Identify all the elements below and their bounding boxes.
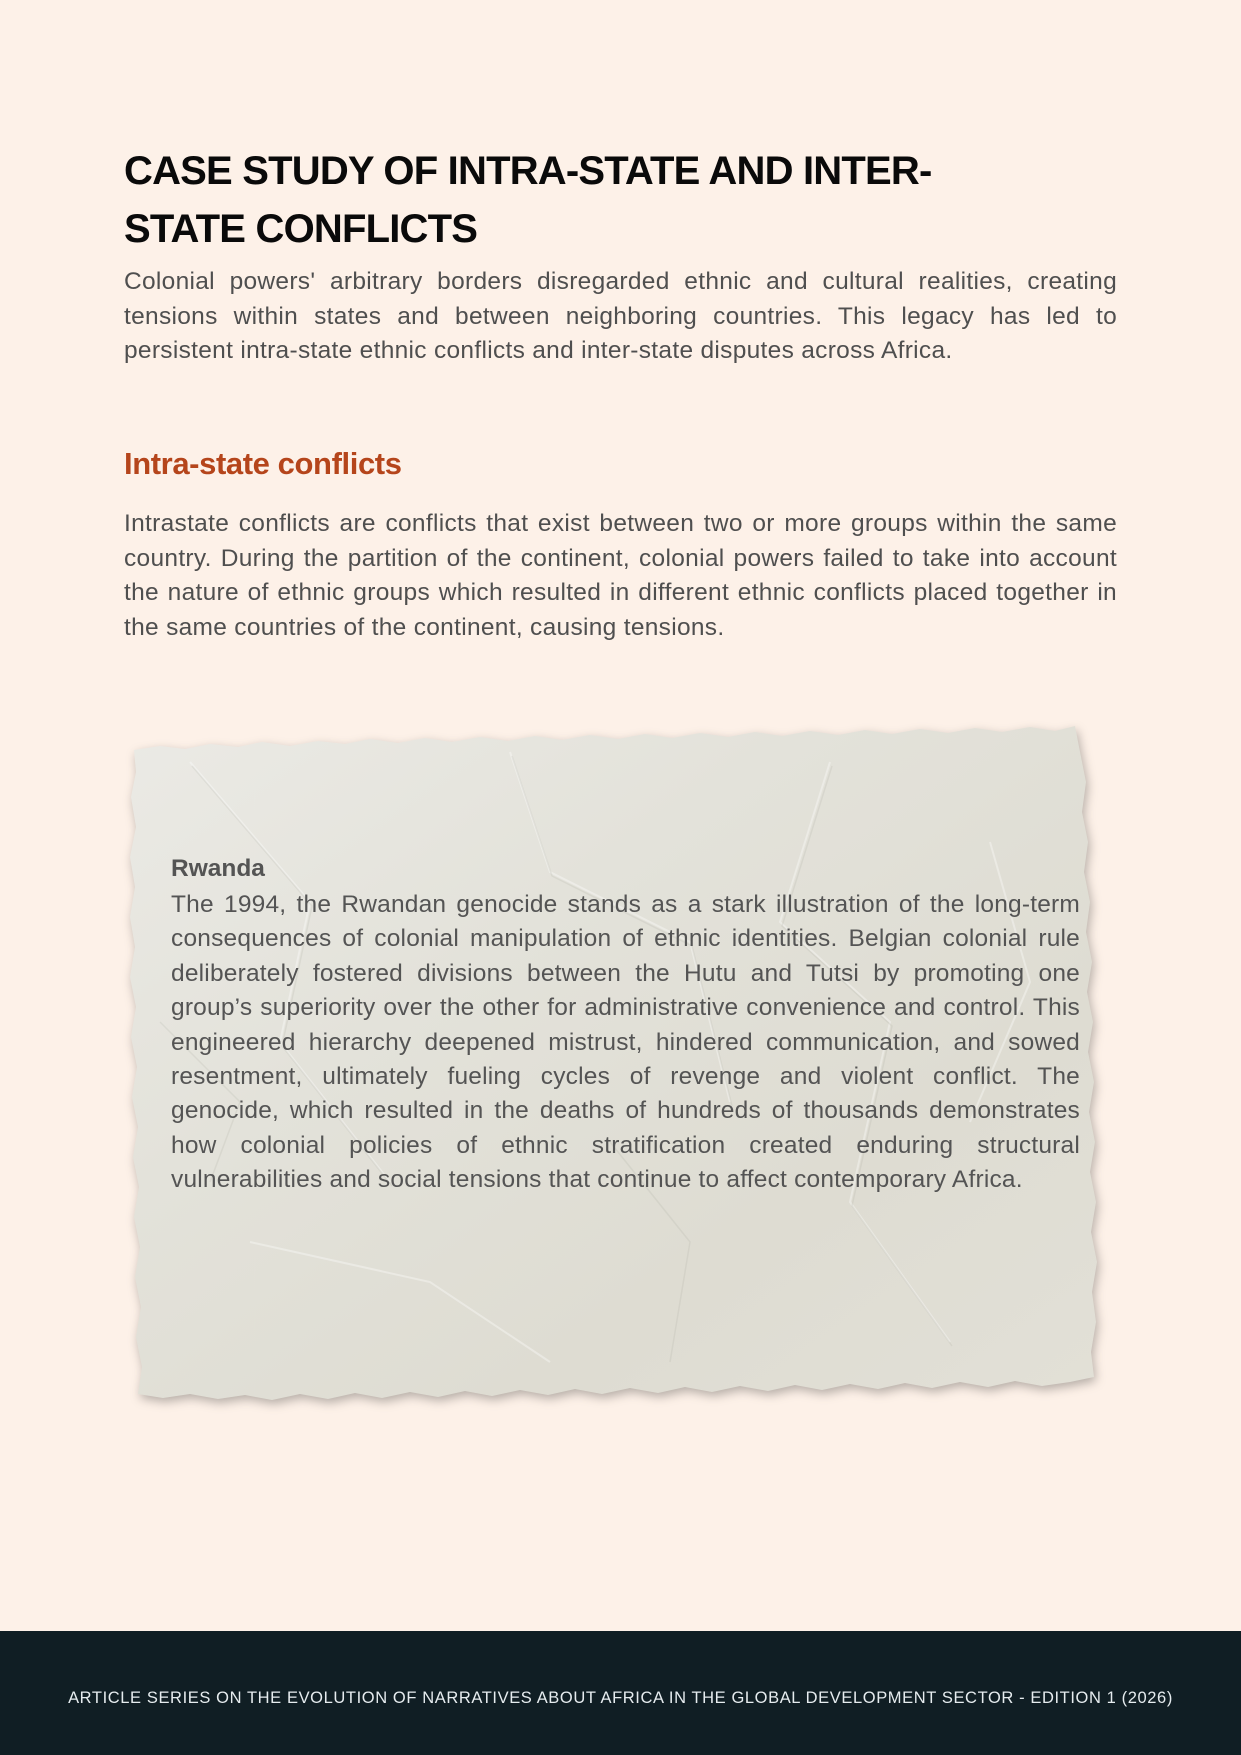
page-title: CASE STUDY OF INTRA-STATE AND INTER-STATE CONFLICTS — [124, 149, 932, 251]
case-study-paragraph: The 1994, the Rwandan genocide stands as a stark illustration of the long-term consequences of colonial manipulation of ethnic identities. Belgian colonial rule deliberately fostered divisions between the Hutu and Tutsi by promoting one group’s superiority over the other for administrative convenience and control. This engineered hierarchy deepened mistrust, hindered communication, and sowed resentment, ultimately fueling cycles of revenge and violent conflict. The genocide, which resulted in the deaths of hundreds of thousands demonstrates how colonial policies of ethnic stratification created enduring structural vulnerabilities and social tensions that continue to affect contemporary Africa. — [171, 891, 1080, 1194]
section-heading: Intra-state conflicts — [124, 446, 402, 481]
case-study-title: Rwanda — [171, 855, 265, 882]
intro-paragraph: Colonial powers' arbitrary borders disregarded ethnic and cultural realities, creating tensions within states and between neighboring countries. This legacy has led to persistent intra-state ethnic conflicts and inter-state disputes across Africa. — [124, 268, 1117, 364]
footer-text: ARTICLE SERIES ON THE EVOLUTION OF NARRATIVES ABOUT AFRICA IN THE GLOBAL DEVELOPMENT SECTOR - EDITION 1 (2026) — [68, 1689, 1173, 1707]
section-paragraph: Intrastate conflicts are conflicts that exist between two or more groups within the same country. During the partition of the continent, colonial powers failed to take into account the nature of ethnic groups which resulted in different ethnic conflicts placed together in the same countries of the continent, causing tensions. — [124, 510, 1117, 641]
